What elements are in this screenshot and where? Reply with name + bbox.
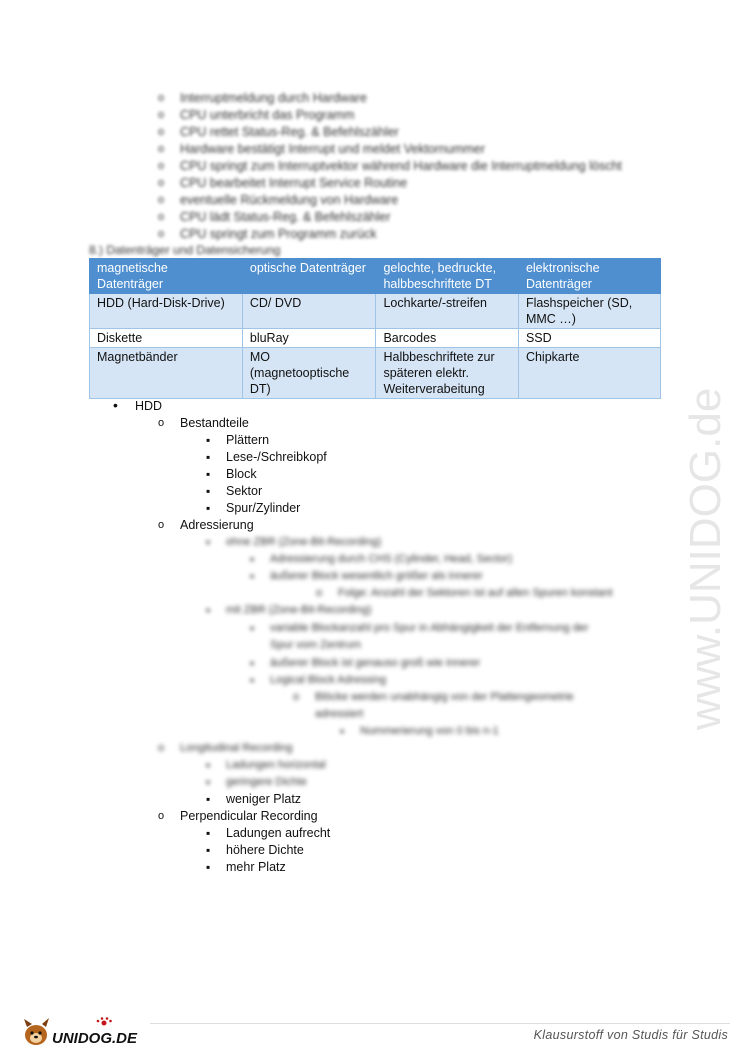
section-heading: 8.) Datenträger und Datensicherung: [89, 243, 281, 257]
list-item-adressierung: o Adressierung: [180, 517, 254, 533]
list-item: ▪ äußerer Block ist genauso groß wie innerer: [270, 655, 480, 671]
list-item-continued: adressiert: [315, 708, 364, 720]
footer-divider: [150, 1023, 730, 1024]
table-row: [90, 294, 661, 329]
table-cell: Chipkarte: [518, 348, 660, 399]
list-item: o Hardware bestätigt Interrupt und meldet Vektornummer: [180, 141, 485, 157]
list-item: o CPU unterbricht das Programm: [180, 107, 354, 123]
table-cell: Magnetbänder: [90, 348, 243, 399]
table-cell: bluRay: [242, 329, 376, 348]
list-item: o CPU bearbeitet Interrupt Service Routine: [180, 175, 407, 191]
table-row: [90, 329, 661, 348]
list-item: o CPU lädt Status-Reg. & Befehlszähler: [180, 209, 391, 225]
list-item-bestandteile: o Bestandteile: [180, 415, 249, 431]
list-item: ▪ Ladungen aufrecht: [226, 825, 330, 841]
list-item: o CPU springt zum Interruptvektor während Hardware die Interruptmeldung löscht: [180, 158, 622, 174]
list-item: o CPU springt zum Programm zurück: [180, 226, 377, 242]
list-item: ▪ Spur/Zylinder: [226, 500, 300, 516]
list-item: ▪ Ladungen horizontal: [226, 757, 326, 773]
table-cell: MO (magnetooptische DT): [242, 348, 376, 399]
list-item: o Folge: Anzahl der Sektoren ist auf allen Spuren konstant: [338, 585, 613, 601]
list-item: ▪ Adressierung durch CHS (Cylinder, Head, Sector): [270, 551, 512, 567]
list-item-continued: Spur vom Zentrum: [270, 639, 362, 651]
table-cell: CD/ DVD: [242, 294, 376, 329]
footer-tagline: Klausurstoff von Studis für Studis: [533, 1028, 728, 1042]
watermark-text: www.UNIDOG.de: [681, 387, 730, 730]
table-cell: Diskette: [90, 329, 243, 348]
list-item: ▪ Lese-/Schreibkopf: [226, 449, 327, 465]
table-header-row: [90, 259, 661, 294]
table-header-cell: optische Datenträger: [242, 259, 376, 294]
dog-mascot-icon: [24, 1018, 49, 1045]
watermark: [665, 280, 745, 740]
list-item: ▪ Sektor: [226, 483, 262, 499]
table-cell: Flashspeicher (SD, MMC …): [518, 294, 660, 329]
list-item: ▪ Nummerierung von 0 bis n-1: [360, 723, 499, 739]
table-cell: Halbbeschriftete zur späteren elektr. Weiterverabeitung: [376, 348, 518, 399]
list-item-longitudinal: o Longitudinal Recording: [180, 740, 293, 756]
logo-text: UNIDOG.DE: [52, 1030, 138, 1047]
list-item: ▪ variable Blockanzahl pro Spur in Abhängigkeit der Entfernung der: [270, 620, 589, 636]
table-header-cell: elektronische Datenträger: [518, 259, 660, 294]
list-item: ▪ mehr Platz: [226, 859, 286, 875]
list-item: ▪ Logical Block Adressing: [270, 672, 386, 688]
list-item-perpendicular: o Perpendicular Recording: [180, 808, 318, 824]
list-item: ▪ höhere Dichte: [226, 842, 304, 858]
list-item: o Interruptmeldung durch Hardware: [180, 90, 367, 106]
storage-media-table: [89, 258, 661, 399]
paw-icon: [97, 1017, 112, 1025]
list-item: ▪ Block: [226, 466, 257, 482]
list-item: o CPU rettet Status-Reg. & Befehlszähler: [180, 124, 399, 140]
table-cell: HDD (Hard-Disk-Drive): [90, 294, 243, 329]
list-item: ▪ ohne ZBR (Zone-Bit-Recording): [226, 534, 381, 550]
list-item: ▪ weniger Platz: [226, 791, 301, 807]
table-row: [90, 348, 661, 399]
table-cell: Barcodes: [376, 329, 518, 348]
table-cell: SSD: [518, 329, 660, 348]
list-item: o eventuelle Rückmeldung von Hardware: [180, 192, 398, 208]
table-header-cell: gelochte, bedruckte, halbbeschriftete DT: [376, 259, 518, 294]
list-item: ▪ äußerer Block wesentlich größer als innerer: [270, 568, 483, 584]
list-item: ▪ mit ZBR (Zone-Bit-Recording): [226, 602, 371, 618]
table-cell: Lochkarte/-streifen: [376, 294, 518, 329]
list-item: ▪ geringere Dichte: [226, 774, 307, 790]
unidog-logo: [22, 1015, 152, 1049]
list-item-hdd: • HDD: [135, 398, 162, 414]
list-item: o Blöcke werden unabhängig von der Plattengeometrie: [315, 689, 574, 705]
list-item: ▪ Plättern: [226, 432, 269, 448]
table-header-cell: magnetische Datenträger: [90, 259, 243, 294]
